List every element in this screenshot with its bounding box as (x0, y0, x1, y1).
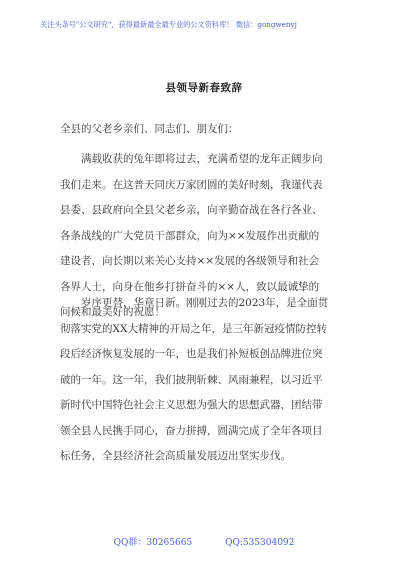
salutation: 全县的父老乡亲们、同志们、朋友们： (60, 123, 239, 135)
paragraph-line: 问候和最美好的祝愿！ (60, 306, 165, 318)
paragraph-line: 破的一年。这一年，我们披荆斩棘、风雨兼程，以习近平 (60, 373, 323, 386)
document-title: 县领导新春致辞 (165, 82, 243, 94)
header-banner: 关注头条号"公文研究"，获得最新最全最专业的公文资料库！ 微信：gongwenyj (40, 20, 297, 29)
paragraph-line: 段后经济恢复发展的一年，也是我们补短板创品牌进位突 (60, 348, 323, 360)
qq-label: QQ:535304092 (225, 538, 295, 548)
paragraph-line: 各条战线的广大党员干部群众，向为××发展作出贡献的 (60, 229, 320, 242)
paragraph-line: 领全县人民携手同心，奋力拼搏，圆满完成了全年各项目 (60, 424, 323, 437)
qq-group-label: QQ群：30265665 (113, 538, 193, 548)
paragraph-line: 我们走来。在这普天同庆万家团圆的美好时刻，我谨代表 (60, 178, 323, 191)
paragraph-line: 新时代中国特色社会主义思想为强大的思想武器，团结带 (60, 399, 323, 411)
paragraph-line: 建设者，向长期以来关心支持××发展的各级领导和社会 (60, 255, 320, 267)
paragraph-2 (60, 291, 360, 470)
paragraph-line: 岁序更替，华章日新。刚刚过去的2023年，是全面贯 (81, 297, 329, 309)
paragraph-line: 标任务，全县经济社会高质量发展迈出坚实步伐。 (60, 450, 291, 462)
footer-contact (0, 535, 408, 548)
paragraph-line: 各界人士，向身在他乡打拼奋斗的××人，致以最诚挚的 (60, 280, 320, 293)
paragraph-line: 县委、县政府向全县父老乡亲，向辛勤奋战在各行各业、 (60, 204, 323, 216)
paragraph-line: 满载收获的兔年即将过去，充满希望的龙年正阔步向 (81, 153, 323, 165)
paragraph-line: 彻落实党的XX大精神的开局之年，是三年新冠疫情防控转 (60, 322, 327, 335)
